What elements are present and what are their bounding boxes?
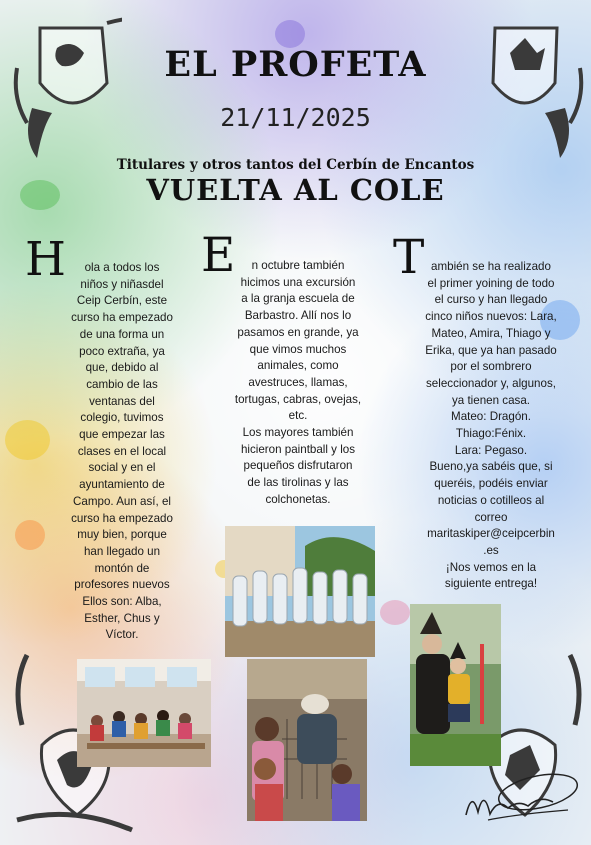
paint-splatter — [5, 420, 50, 460]
sorting-hat-photo — [410, 604, 501, 766]
dropcap-h: H — [25, 232, 66, 287]
signature-icon — [458, 770, 583, 825]
group-paintball-photo — [225, 526, 375, 657]
classroom-photo — [77, 659, 211, 767]
issue-date: 21/11/2025 — [220, 103, 371, 132]
newspaper-subtitle: Titulares y otros tantos del Cerbín de Encantos — [116, 157, 475, 173]
paint-splatter — [380, 600, 410, 625]
farm-children-photo — [247, 659, 367, 821]
article-column-2: n octubre también hicimos una excursión a la granja escuela de Barbastro. Allí nos lo pasamos en grande, ya que vimos muchos animales, como avestruces, llamas, tortugas, cabras, ovejas, etc. Los mayores también hicieron paintball y los pequeños disfrutaron de las tirolinas y las colchonetas. — [234, 259, 362, 506]
article-column-1: ola a todos los niños y niñasdel Ceip Cerbín, este curso ha empezado de una forma un poco extraña, ya que, debido al cambio de las ventanas del colegio, tuvimos que empezar las clases en el local social y en el ayuntamiento de Campo. Aun así, el curso ha empezado muy bien, porque han llegado un montón de profesores nuevos Ellos son: Alba, Esther, Chus y Víctor. — [71, 261, 173, 642]
headline: VUELTA AL COLE — [146, 173, 445, 207]
article-column-3: ambién se ha realizado el primer yoining de todo el curso y han llegado cinco niños nuevos: Lara, Mateo, Amira, Thiago y Erika, que ya han pasado por el sombrero seleccionador y, algunos, ya tienen casa. Mateo: Dragón. Thiago:Fénix. Lara: Pegaso. Bueno,ya sabéis que, si queréis, podéis enviar noticias o cotilleos al correo maritaskiper@ceipcerbin .es ¡Nos vemos en la siguiente entrega! — [425, 260, 557, 591]
dropcap-t: T — [393, 230, 425, 285]
paint-splatter — [15, 520, 45, 550]
dropcap-e: E — [201, 228, 236, 283]
newspaper-title: EL PROFETA — [164, 44, 427, 85]
